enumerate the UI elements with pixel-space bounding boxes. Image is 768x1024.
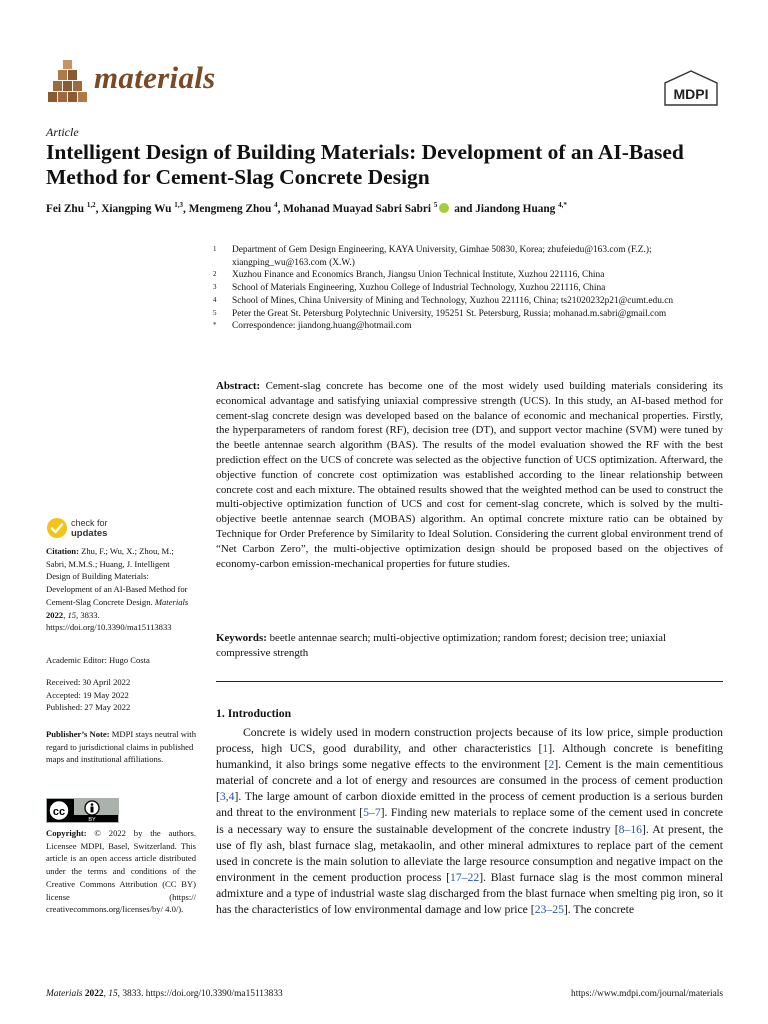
affiliation-number: 2 xyxy=(213,270,217,279)
affiliation-item xyxy=(213,295,723,308)
reference-link[interactable]: 8–16 xyxy=(618,822,643,836)
author-name: Jiandong Huang xyxy=(475,202,559,215)
author-affiliation-sup: 4,* xyxy=(558,201,567,209)
keywords-label: Keywords: xyxy=(216,632,267,644)
svg-text:BY: BY xyxy=(88,817,96,823)
author-affiliation-sup: 1,2 xyxy=(86,201,96,209)
keywords xyxy=(216,631,723,661)
footer-journal-url[interactable]: https://www.mdpi.com/journal/materials xyxy=(571,989,723,999)
svg-text:MDPI: MDPI xyxy=(673,86,709,102)
reference-link[interactable]: 23–25 xyxy=(534,903,564,917)
publisher-note: Publisher’s Note: MDPI stays neutral with regard to jurisdictional claims in published maps and institutional affiliations. xyxy=(46,729,196,765)
footer-citation: Materials 2022, 15, 3833. https://doi.org/10.3390/ma15113833 xyxy=(46,989,283,999)
affiliation-text: School of Materials Engineering, Xuzhou College of Industrial Technology, Xuzhou 221116, China xyxy=(232,283,606,294)
affiliation-number: 4 xyxy=(213,295,217,304)
author-name: Xiangping Wu xyxy=(101,202,175,215)
abstract-label: Abstract: xyxy=(216,380,261,392)
check-line-1: check for xyxy=(71,518,108,528)
intro-paragraph: Concrete is widely used in modern construction projects because of its low price, simple production process, high UCS, good durability, and other characteristics [1]. Although concrete is benefiting humankind, it also brings some negative effects to the environment [2]. Cement is the main cementitious material of concrete and a lot of energy and resources are consumed in the process of cement production [3,4]. The large amount of carbon dioxide emitted in the process of cement production is a serious burden and threat to the environment [5–7]. Finding new materials to replace some of the cement used in concrete is a necessary way to ensure the sustainable development of the concrete industry [8–16]. At present, the use of fly ash, blast furnace slag, metakaolin, and other mineral admixtures to replace part of the cement used in concrete is the main solution to alleviate the large resource consumption and negative impact on the environment in the cement production process [17–22]. Blast furnace slag is the most common mineral admixture and a type of industrial waste slag discharged from the blast furnace when smelting pig iron, so it has the characteristics of low environmental damage and low price [23–25]. The concrete xyxy=(216,726,724,917)
reference-link[interactable]: 1 xyxy=(542,742,549,756)
author-affiliation-sup: 1,3 xyxy=(174,201,184,209)
svg-text:cc: cc xyxy=(52,806,66,818)
check-line-2: updates xyxy=(71,527,108,539)
cc-by-license-icon[interactable] xyxy=(46,798,119,823)
article-type: Article xyxy=(46,125,79,139)
reference-link[interactable]: 3,4 xyxy=(219,790,235,804)
affiliation-number: 3 xyxy=(213,283,217,292)
affiliation-item xyxy=(213,308,723,321)
author-name: Mengmeng Zhou xyxy=(188,202,275,215)
citation-block: Citation: Zhu, F.; Wu, X.; Zhou, M.; Sabri, M.M.S.; Huang, J. Intelligent Design of Building Materials: Development of an AI-Based Method for Cement-Slag Concrete Design. Materials 2022, 15, 3833. https://doi.org/10.3390/ma15113833 xyxy=(46,546,189,633)
affiliation-number: 1 xyxy=(213,245,217,253)
journal-logo-icon xyxy=(46,58,90,104)
affiliation-item xyxy=(213,282,723,295)
reference-link[interactable]: 2 xyxy=(548,758,555,772)
intro-heading: 1. Introduction xyxy=(216,707,292,720)
abstract-text: Cement-slag concrete has become one of the most widely used building materials considering its economical advantage and satisfying uniaxial compressive strength (UCS). In this study, an AI-based method for cement-slag concrete design was developed based on the balance of economic and mechanical properties. Firstly, the hyperparameters of random forest (RF), decision tree (DT), and support vector machine (SVM) were tuned by the beetle antennae search algorithm (BAS). The results of the model evaluation showed the RF with the best prediction effect on the UCS of concrete was selected as the objective function of UCS optimization. Afterward, the objective function of concrete cost optimization was established according to the linear relationship between concrete cost and each mixture. The obtained results showed that the weighted method can be used to construct the multi-objective optimization function of UCS and cost for cement-slag concrete, which is solved by the multi-objective beetle antennae search (MOBAS) algorithm. An optimal concrete mixture ratio can be obtained by Technique for Order Preference by Similarity to Ideal Solution. Considering the current global environment trend of “Net Carbon Zero”, the multi-objective optimization design should be proposed based on the objectives of economy-carbon emission-mechanical properties for future studies. xyxy=(216,380,723,570)
copyright-notice: Copyright: © 2022 by the authors. Licensee MDPI, Basel, Switzerland. This article is an open access article distributed under the terms and conditions of the Creative Commons Attribution (CC BY) license (https:// creativecommons.org/licenses/by/ 4.0/). xyxy=(46,828,196,915)
check-updates-icon xyxy=(46,517,68,539)
orcid-icon[interactable] xyxy=(439,203,449,213)
reference-link[interactable]: 17–22 xyxy=(450,870,480,884)
affiliation-text: Correspondence: jiandong.huang@hotmail.com xyxy=(232,321,412,332)
author-affiliation-sup: 4 xyxy=(274,201,278,209)
author-name: Mohanad Muayad Sabri Sabri xyxy=(283,202,434,215)
affiliation-item xyxy=(213,320,723,333)
author-name: Fei Zhu xyxy=(46,202,87,215)
affiliation-text: School of Mines, China University of Mining and Technology, Xuzhou 221116, China; ts21020232p21@cumt.edu.cn xyxy=(232,295,674,306)
affiliation-number: 5 xyxy=(213,308,217,317)
section-divider xyxy=(216,681,723,682)
abstract xyxy=(216,379,723,571)
affiliation-text: Xuzhou Finance and Economics Branch, Jiangsu Union Technical Institute, Xuzhou 221116, China xyxy=(232,270,605,281)
keywords-text: beetle antennae search; multi-objective optimization; random forest; decision tree; uniaxial compressive strength xyxy=(216,632,667,659)
affiliation-item xyxy=(213,244,723,269)
author-list: Fei Zhu $^{1,2}$, Xiangping Wu $^{1,3}$, Mengmeng Zhou $^4$, Mohanad Muayad Sabri Sabri $^5$ and Jiandong Huang $^{4,*}$ xyxy=(46,201,567,215)
check-for-updates-button[interactable] xyxy=(46,516,126,542)
mdpi-logo xyxy=(663,70,719,106)
academic-editor: Academic Editor: Hugo Costa xyxy=(46,655,150,665)
affiliation-item xyxy=(213,269,723,282)
affiliations xyxy=(213,244,723,333)
author-affiliation-sup: 5 xyxy=(433,201,438,209)
affiliation-text: Department of Gem Design Engineering, KAYA University, Gimhae 50830, Korea; zhufeiedu@163.com (F.Z.); xiangping_wu@163.com (X.W.) xyxy=(232,245,652,268)
journal-name: materials xyxy=(94,60,216,95)
history-dates: Received: 30 April 2022 Accepted: 19 May 2022 Published: 27 May 2022 xyxy=(46,677,131,713)
affiliation-number: * xyxy=(213,321,217,330)
paper-title: Intelligent Design of Building Materials: Development of an AI-Based Method for Cement-Slag Concrete Design xyxy=(46,140,684,189)
affiliation-text: Peter the Great St. Petersburg Polytechnic University, 195251 St. Petersburg, Russia; mohanad.m.sabri@gmail.com xyxy=(232,308,667,319)
reference-link[interactable]: 5–7 xyxy=(363,806,381,820)
